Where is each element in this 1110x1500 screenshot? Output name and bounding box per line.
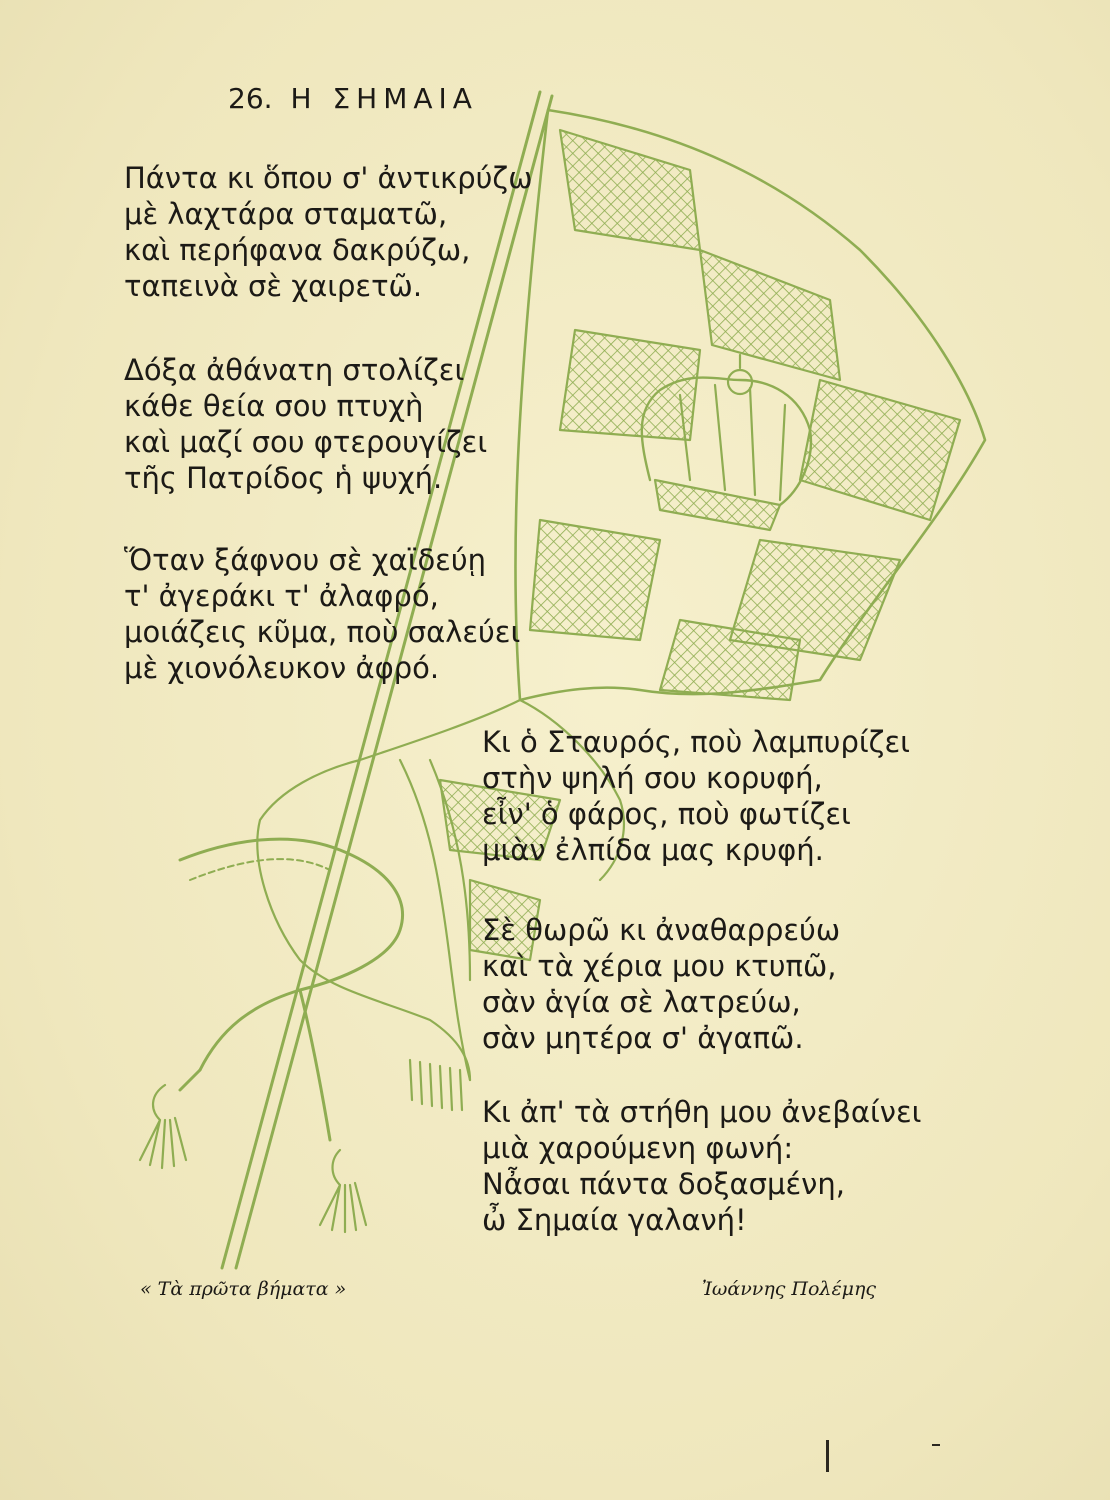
verse-line: εἶν' ὁ φάρος, ποὺ φωτίζει	[482, 797, 851, 831]
verse-line: Δόξα ἀθάνατη στολίζει	[124, 353, 465, 387]
verse-line: καὶ μαζί σου φτερουγίζει	[124, 425, 488, 459]
author-credit: Ἰωάννης Πολέμης	[702, 1278, 877, 1300]
source-credit: « Τὰ πρῶτα βήματα »	[140, 1278, 347, 1300]
scan-mark	[826, 1440, 829, 1472]
verse-line: Ὅταν ξάφνου σὲ χαϊδεύῃ	[124, 543, 487, 577]
stanza-5	[482, 912, 840, 1056]
verse-line: μὲ λαχτάρα σταματῶ,	[124, 197, 448, 231]
verse-line: μιὰ χαρούμενη φωνή:	[482, 1131, 794, 1165]
verse-line: καὶ τὰ χέρια μου κτυπῶ,	[482, 949, 837, 983]
scan-mark	[932, 1444, 940, 1446]
verse-line: σὰν ἁγία σὲ λατρεύω,	[482, 985, 801, 1019]
verse-line: Πάντα κι ὅπου σ' ἀντικρύζω	[124, 161, 533, 195]
verse-line: ὦ Σημαία γαλανή!	[482, 1203, 747, 1237]
verse-line: καὶ περήφανα δακρύζω,	[124, 233, 471, 267]
verse-line: τῆς Πατρίδος ἡ ψυχή.	[124, 461, 443, 495]
verse-line: τ' ἀγεράκι τ' ἀλαφρό,	[124, 579, 439, 613]
verse-line: μὲ χιονόλευκον ἀφρό.	[124, 651, 440, 685]
verse-line: κάθε θεία σου πτυχὴ	[124, 389, 424, 423]
stanza-6	[482, 1094, 921, 1238]
verse-line: μοιάζεις κῦμα, ποὺ σαλεύει	[124, 615, 521, 649]
page-number: 26.	[228, 82, 273, 115]
verse-line: στὴν ψηλή σου κορυφή,	[482, 761, 823, 795]
verse-line: μιὰν ἐλπίδα μας κρυφή.	[482, 833, 824, 867]
verse-line: ταπεινὰ σὲ χαιρετῶ.	[124, 269, 423, 303]
stanza-2	[124, 352, 487, 496]
stanza-3	[124, 542, 520, 686]
page-header	[228, 82, 478, 115]
chapter-title: Η ΣΗΜΑΙΑ	[290, 82, 478, 115]
verse-line: Κι ὁ Σταυρός, ποὺ λαμπυρίζει	[482, 725, 910, 759]
verse-line: Κι ἀπ' τὰ στήθη μου ἀνεβαίνει	[482, 1095, 922, 1129]
verse-line: Σὲ θωρῶ κι ἀναθαρρεύω	[482, 913, 841, 947]
verse-line: σὰν μητέρα σ' ἀγαπῶ.	[482, 1021, 804, 1055]
stanza-4	[482, 724, 910, 868]
stanza-1	[124, 160, 532, 304]
verse-line: Νἆσαι πάντα δοξασμένη,	[482, 1167, 845, 1201]
